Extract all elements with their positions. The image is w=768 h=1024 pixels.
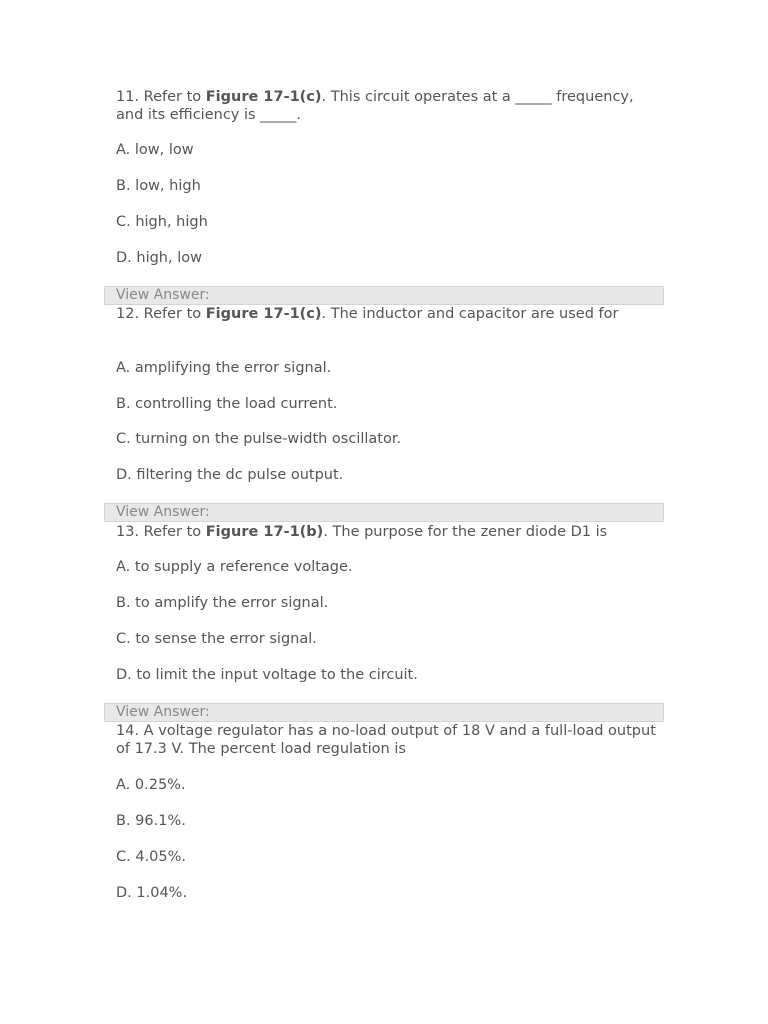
- option-a: A. to supply a reference voltage.: [116, 559, 353, 575]
- view-answer-button[interactable]: View Answer:: [104, 503, 664, 522]
- question-12-stem: 12. Refer to Figure 17-1(c). The inductor and capacitor are used for: [116, 306, 619, 322]
- figure-ref: Figure 17-1(b): [205, 524, 324, 540]
- figure-ref: Figure 17-1(c): [205, 306, 322, 322]
- option-b: B. to amplify the error signal.: [116, 595, 329, 611]
- option-d: D. filtering the dc pulse output.: [116, 467, 344, 483]
- option-c: C. turning on the pulse-width oscillator.: [116, 431, 402, 447]
- figure-ref: Figure 17-1(c): [205, 89, 322, 105]
- option-d: D. to limit the input voltage to the circuit.: [116, 667, 418, 683]
- question-11-stem: 11. Refer to Figure 17-1(c). This circuit operates at a _____ frequency, and its efficiency is _____.: [116, 89, 634, 123]
- option-b: B. controlling the load current.: [116, 396, 338, 412]
- option-d: D. high, low: [116, 250, 202, 266]
- view-answer-button[interactable]: View Answer:: [104, 286, 664, 305]
- option-c: C. to sense the error signal.: [116, 631, 317, 647]
- option-a: A. low, low: [116, 142, 194, 158]
- option-a: A. 0.25%.: [116, 777, 186, 793]
- option-c: C. 4.05%.: [116, 849, 187, 865]
- option-b: B. 96.1%.: [116, 813, 186, 829]
- question-14-stem: 14. A voltage regulator has a no-load output of 18 V and a full-load output of 17.3 V. The percent load regulation is: [116, 723, 656, 757]
- option-a: A. amplifying the error signal.: [116, 360, 332, 376]
- question-13-stem: 13. Refer to Figure 17-1(b). The purpose for the zener diode D1 is: [116, 524, 608, 540]
- view-answer-button[interactable]: View Answer:: [104, 703, 664, 722]
- option-d: D. 1.04%.: [116, 885, 188, 901]
- option-b: B. low, high: [116, 178, 201, 194]
- option-c: C. high, high: [116, 214, 208, 230]
